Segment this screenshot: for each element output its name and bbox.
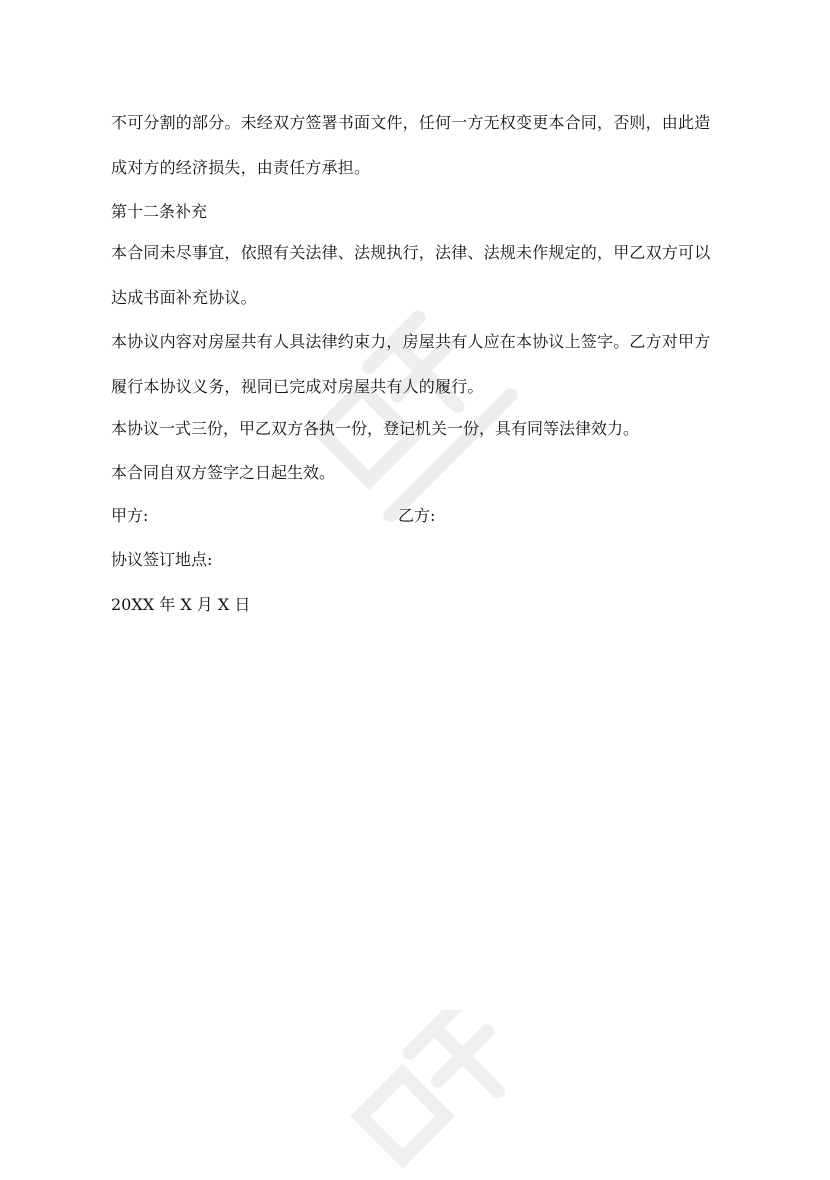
paragraph-co-owner: 本协议内容对房屋共有人具法律约束力，房屋共有人应在本协议上签字。乙方对甲方履行本协议义务，视同已完成对房屋共有人的履行。 <box>111 332 711 396</box>
paragraph-effective: 本合同自双方签字之日起生效。 <box>111 463 336 482</box>
sign-place-label: 协议签订地点: <box>111 550 213 569</box>
paragraph-contract-change: 不可分割的部分。未经双方签署书面文件，任何一方无权变更本合同，否则，由此造成对方的经济损失，由责任方承担。 <box>111 113 711 177</box>
paragraph-supplement: 本合同未尽事宜，依照有关法律、法规执行，法律、法规未作规定的，甲乙双方可以达成书面补充协议。 <box>111 243 711 307</box>
article-heading: 第十二条补充 <box>111 202 208 221</box>
sign-date: 20XX 年 X 月 X 日 <box>111 595 251 614</box>
watermark-logo <box>330 1010 560 1180</box>
party-a-label: 甲方: <box>111 506 149 525</box>
party-b-label: 乙方: <box>398 506 436 525</box>
signature-row <box>111 505 731 527</box>
paragraph-copies: 本协议一式三份，甲乙双方各执一份，登记机关一份，具有同等法律效力。 <box>111 419 640 438</box>
